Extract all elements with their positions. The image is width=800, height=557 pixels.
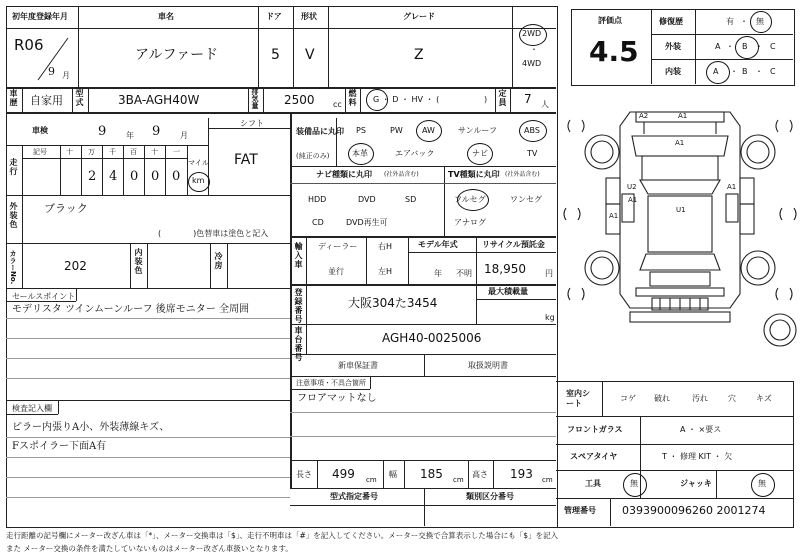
tv-fullseg: フルセグ <box>454 195 486 204</box>
import-parallel: 並行 <box>328 267 344 276</box>
seat-item-burn: コゲ <box>620 394 636 403</box>
model-year-unit: 年 <box>434 269 442 278</box>
exterior-dot1: ・ <box>726 42 734 51</box>
equip-airbag: エアバック <box>395 149 435 158</box>
notes-value: フロアマットなし <box>297 393 377 404</box>
recycle-label: リサイクル預託金 <box>482 240 545 249</box>
mileage-unit-km: km <box>192 176 205 185</box>
footer-line1: 走行距離の記号欄にメーター改ざん車は「*」、メーター交換車は「$」、走行不明車は「#」を記入してください。メーター交換で合算表示した場合にも「$」を記入 <box>6 531 559 540</box>
length-cm: cm <box>366 476 377 484</box>
footer-line2: また メーター交換の条件を満たしていないものはメーター改ざん車扱いとなります。 <box>6 544 293 553</box>
inspection-notes-line2: Fスポイラー下面A有 <box>12 441 107 452</box>
registration-value: 大阪304た3454 <box>348 296 438 310</box>
equip-aw: AW <box>422 126 435 135</box>
sales-point-label: セールスポイント <box>12 292 76 301</box>
tv-type-label: TV種類に丸印 <box>448 170 500 179</box>
equipment-label: 装備品に丸印 <box>296 127 344 136</box>
mileage-digit-5: 0 <box>172 169 181 184</box>
nav-dvd: DVD <box>358 195 376 204</box>
displacement-label: 排気量 <box>251 88 259 109</box>
drive-4wd: 4WD <box>522 59 542 68</box>
mark-a1-bottom: A1 <box>628 196 638 204</box>
usage-value: 自家用 <box>30 94 63 107</box>
repaint-note: ( )色替車は塗色と記入 <box>158 229 269 238</box>
import-dealer: ディーラー <box>318 242 358 251</box>
tv-oneseg: ワンセグ <box>510 195 542 204</box>
exterior-a: A <box>715 42 721 51</box>
interior-c: C <box>770 67 776 76</box>
drive-dot: ・ <box>530 45 538 54</box>
seat-label: 室内シート <box>566 389 590 409</box>
capacity-label: 定員 <box>498 89 507 107</box>
shape-value: V <box>305 47 315 63</box>
inspection-label: 車検 <box>32 126 48 135</box>
seat-item-tear: 破れ <box>654 394 670 403</box>
equipment-sublabel: (純正のみ) <box>296 152 330 160</box>
registration-label: 登録番号 <box>294 288 303 324</box>
seat-item-hole: 穴 <box>728 394 736 403</box>
repair-dot: ・ <box>740 17 748 26</box>
fuel-label: 燃料 <box>348 89 357 107</box>
displacement-value: 2500 <box>284 93 315 107</box>
spare-label: スペアタイヤ <box>570 452 618 461</box>
interior-label: 内装 <box>665 67 681 76</box>
color-no-value: 202 <box>64 259 87 273</box>
nav-sd: SD <box>405 195 417 204</box>
reg-year-value: R06 <box>14 36 44 54</box>
max-load-kg: kg <box>545 313 555 322</box>
grade-label: グレード <box>403 12 435 21</box>
recycle-yen: 円 <box>545 269 553 278</box>
equip-navi: ナビ <box>472 149 488 158</box>
width-label: 幅 <box>389 470 397 479</box>
interior-dot1: ・ <box>730 67 738 76</box>
mark-a1-right: A1 <box>727 183 737 191</box>
model-year-label: モデル年式 <box>418 240 458 249</box>
glass-label: フロントガラス <box>567 425 623 434</box>
mileage-header-100: 百 <box>130 148 137 156</box>
exterior-b: B <box>742 42 748 51</box>
jack-label: ジャッキ <box>680 479 712 488</box>
nav-type-sub: (社外品含む) <box>384 171 419 178</box>
exterior-dot2: ・ <box>755 42 763 51</box>
mileage-unit-mile: マイル <box>188 159 209 167</box>
color-value: ブラック <box>44 202 88 215</box>
inspection-notes-label: 検査記入欄 <box>12 404 52 413</box>
mark-a1-left: A1 <box>609 212 619 220</box>
month-unit: 月 <box>62 71 70 80</box>
mileage-header-10: 十 <box>151 148 158 156</box>
fuel-close: ) <box>484 95 488 104</box>
repair-none: 無 <box>756 17 764 26</box>
interior-b: B <box>742 67 748 76</box>
nav-cd: CD <box>312 218 324 227</box>
height-label: 高さ <box>472 470 488 479</box>
equip-abs: ABS <box>524 126 540 135</box>
inspection-month-unit: 月 <box>180 131 188 140</box>
mark-a1-top: A1 <box>678 112 688 120</box>
mileage-digit-3: 0 <box>130 169 139 184</box>
inspection-year-unit: 年 <box>126 131 134 140</box>
seat-item-scratch: キズ <box>756 394 772 403</box>
width-cm: cm <box>453 476 464 484</box>
chassis-value: AGH40-0025006 <box>382 331 482 345</box>
nav-hdd: HDD <box>308 195 327 204</box>
interior-dot2: ・ <box>755 67 763 76</box>
color-no-label: カラーNo. <box>9 250 17 285</box>
tv-type-sub: (社外品含む) <box>505 171 540 178</box>
grade-value: Z <box>414 47 424 63</box>
mileage-header-10k: 万 <box>88 148 95 156</box>
interior-color-label: 内装色 <box>134 248 143 275</box>
mgmt-label: 管理番号 <box>564 506 596 515</box>
sales-point-value: モデリスタ ツインムーンルーフ 後席モニター 全周囲 <box>12 304 249 315</box>
equip-pw: PW <box>390 126 403 135</box>
jack-value: 無 <box>758 479 766 488</box>
manual-label: 取扱説明書 <box>468 361 508 370</box>
import-left-h: 左H <box>378 267 393 276</box>
door-label: ドア <box>266 12 282 21</box>
mileage-digit-2: 4 <box>109 169 118 184</box>
nav-type-label: ナビ種類に丸印 <box>316 170 372 179</box>
car-diagram <box>560 90 800 380</box>
mark-u2: U2 <box>627 183 637 191</box>
repair-yes: 有 <box>726 17 734 26</box>
recycle-value: 18,950 <box>484 262 526 276</box>
import-label: 輸入車 <box>294 242 303 269</box>
score-label: 評価点 <box>598 16 622 25</box>
exterior-label: 外装 <box>665 42 681 51</box>
car-name-value: アルファード <box>135 47 219 63</box>
car-name-label: 車名 <box>158 12 174 21</box>
shift-label: シフト <box>240 119 264 128</box>
glass-value: A ・ ×要ス <box>680 425 722 434</box>
cc-unit: cc <box>333 100 342 109</box>
mileage-header-1k: 千 <box>109 148 116 156</box>
inspection-year: 9 <box>98 124 107 139</box>
height-value: 193 <box>510 467 533 481</box>
spare-value: T ・ 修理 KIT ・ 欠 <box>662 452 733 461</box>
inspection-notes-line1: ピラー内張りA小、外装薄線キズ、 <box>12 422 170 433</box>
tools-label: 工具 <box>585 479 601 488</box>
inspection-month: 9 <box>152 124 161 139</box>
seat-item-stain: 汚れ <box>692 394 708 403</box>
mileage-header-code: 記号 <box>33 148 47 156</box>
width-value: 185 <box>420 467 443 481</box>
model-year-unknown: 不明 <box>456 269 472 278</box>
height-cm: cm <box>542 476 553 484</box>
length-label: 長さ <box>296 470 312 479</box>
chassis-label: 車台番号 <box>294 326 303 362</box>
equip-tv: TV <box>527 149 538 158</box>
mileage-digit-4: 0 <box>151 169 160 184</box>
reg-year-label: 初年度登録年月 <box>12 12 68 21</box>
drive-2wd: 2WD <box>522 29 542 38</box>
door-value: 5 <box>271 47 280 63</box>
mark-a1-mid: A1 <box>675 139 685 147</box>
model-value: 3BA-AGH40W <box>118 93 200 107</box>
ac-label: 冷房 <box>214 252 223 270</box>
score-value: 4.5 <box>589 35 639 68</box>
capacity-value: 7 <box>524 92 532 106</box>
shape-label: 形状 <box>301 12 317 21</box>
color-label: 外装色 <box>9 202 18 229</box>
mgmt-value: 0393900096260 2001274 <box>622 504 766 517</box>
mark-u1: U1 <box>676 206 686 214</box>
mileage-label: 走行 <box>9 158 18 176</box>
type-no-label: 型式指定番号 <box>330 492 378 501</box>
shift-value: FAT <box>234 152 258 168</box>
exterior-c: C <box>770 42 776 51</box>
import-right-h: 右H <box>378 242 393 251</box>
length-value: 499 <box>332 467 355 481</box>
class-no-label: 類別区分番号 <box>466 492 514 501</box>
mileage-header-100k: 十 <box>66 148 73 156</box>
tv-analog: アナログ <box>454 218 486 227</box>
fuel-options: G ・ D ・ HV ・ ( <box>373 95 440 104</box>
reg-month-value: 9 <box>48 65 55 78</box>
equip-leather: 本革 <box>352 149 368 158</box>
max-load-label: 最大積載量 <box>488 287 528 296</box>
warranty-label: 新車保証書 <box>338 361 378 370</box>
equip-sunroof: サンルーフ <box>458 126 497 135</box>
usage-label: 車歴 <box>9 89 18 107</box>
capacity-unit: 人 <box>541 100 549 109</box>
interior-a: A <box>713 67 719 76</box>
equip-ps: PS <box>356 126 366 135</box>
model-label: 型式 <box>75 89 84 107</box>
repair-label: 修復歴 <box>659 17 683 26</box>
mileage-header-1: 一 <box>173 148 180 156</box>
tools-value: 無 <box>630 479 638 488</box>
mileage-digit-1: 2 <box>88 169 97 184</box>
notes-label: 注意事項・不具合箇所 <box>296 379 366 387</box>
mark-a2: A2 <box>639 112 649 120</box>
nav-dvd-play: DVD再生可 <box>346 218 388 227</box>
